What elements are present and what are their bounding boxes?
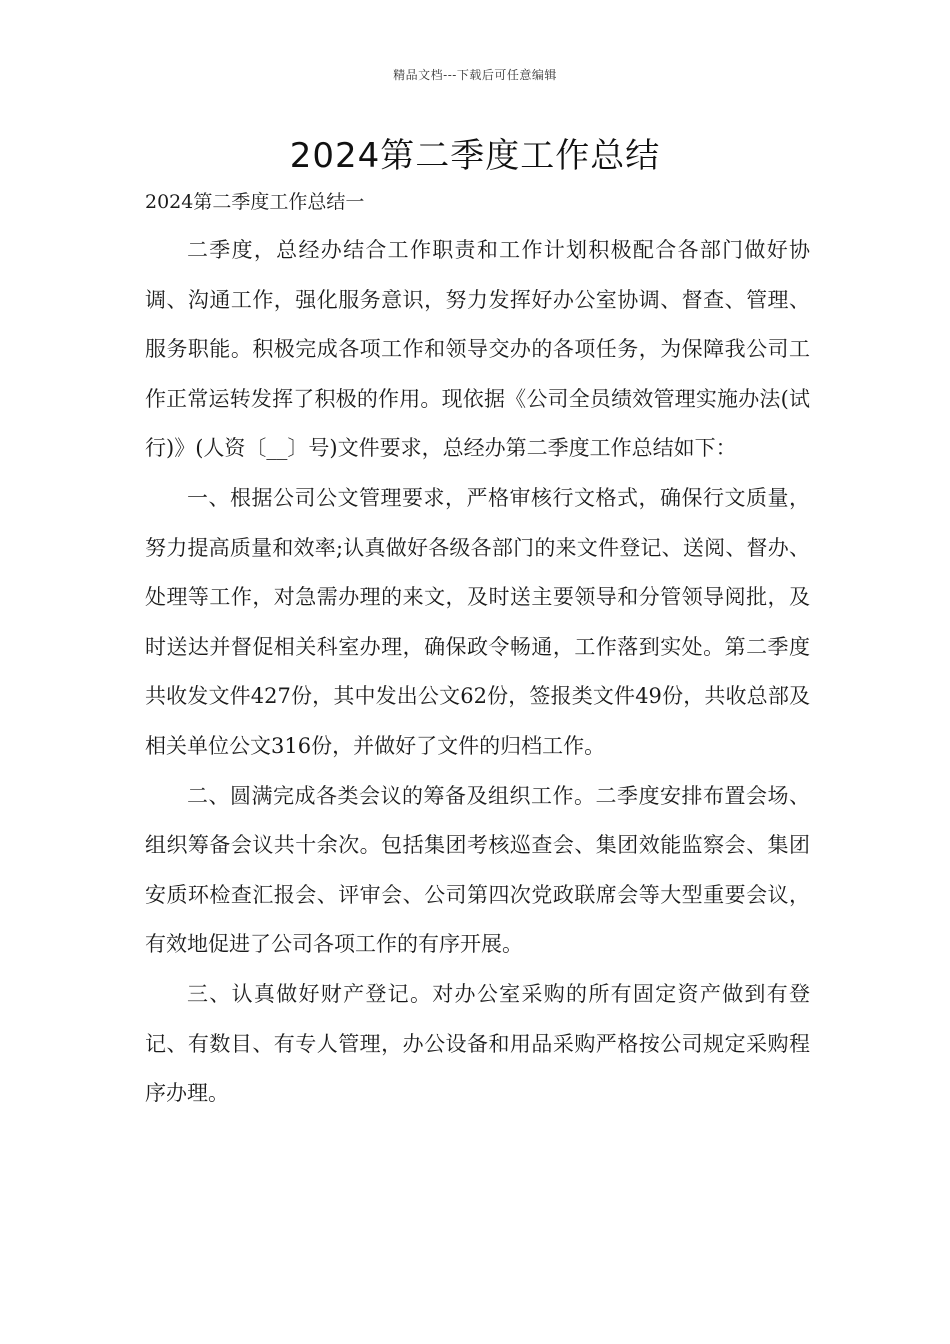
document-body	[145, 226, 810, 1119]
header-note: 精品文档---下载后可任意编辑	[393, 68, 557, 82]
document-title: 2024第二季度工作总结	[289, 136, 661, 176]
document-subtitle: 2024第二季度工作总结一	[145, 191, 365, 213]
paragraph-three: 三、认真做好财产登记。对办公室采购的所有固定资产做到有登记、有数目、有专人管理，办公设备和用品采购严格按公司规定采购程序办理。	[145, 981, 810, 1106]
paragraph-one: 一、根据公司公文管理要求，严格审核行文格式，确保行文质量，努力提高质量和效率;认真做好各级各部门的来文件登记、送阅、督办、处理等工作，对急需办理的来文，及时送主要领导和分管领导阅批，及时送达并督促相关科室办理，确保政令畅通，工作落到实处。第二季度共收发文件427份，其中发出公文62份，签报类文件49份，共收总部及相关单位公文316份，并做好了文件的归档工作。	[145, 485, 810, 758]
paragraph-two: 二、圆满完成各类会议的筹备及组织工作。二季度安排布置会场、组织筹备会议共十余次。包括集团考核巡查会、集团效能监察会、集团安质环检查汇报会、评审会、公司第四次党政联席会等大型重要会议，有效地促进了公司各项工作的有序开展。	[145, 783, 810, 957]
paragraph-intro: 二季度，总经办结合工作职责和工作计划积极配合各部门做好协调、沟通工作，强化服务意识，努力发挥好办公室协调、督查、管理、服务职能。积极完成各项工作和领导交办的各项任务，为保障我公司工作正常运转发挥了积极的作用。现依据《公司全员绩效管理实施办法(试行)》(人资〔__〕号)文件要求，总经办第二季度工作总结如下：	[145, 238, 810, 461]
